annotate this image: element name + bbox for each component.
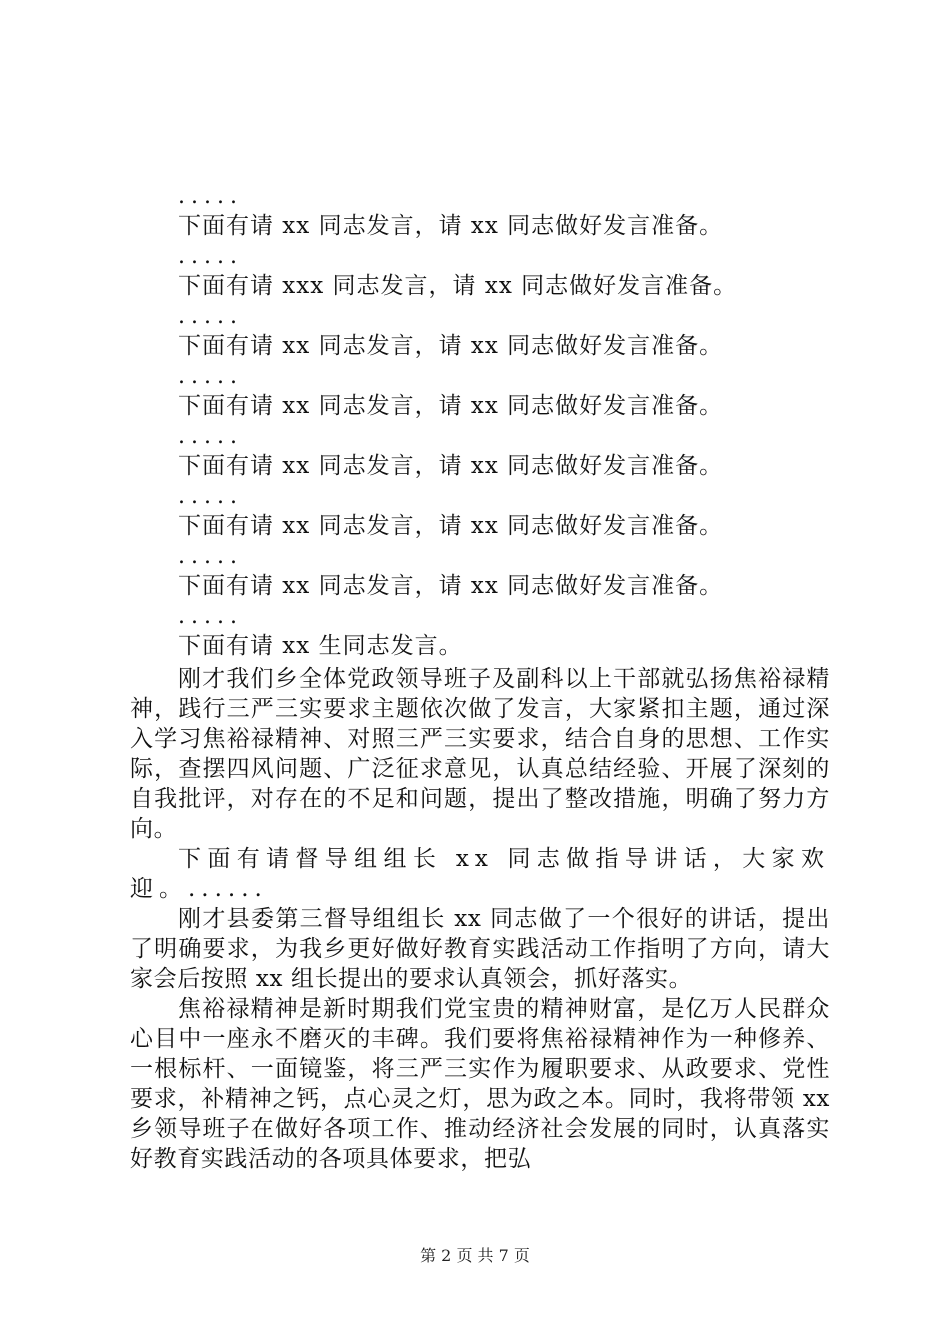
- speaker-line: 下面有请 xx 同志发言，请 xx 同志做好发言准备。: [178, 213, 724, 239]
- speaker-line: 下面有请 xx 同志发言，请 xx 同志做好发言准备。: [178, 573, 724, 599]
- speaker-line: 下面有请 xx 同志发言，请 xx 同志做好发言准备。: [178, 453, 724, 479]
- speaker-line: 下面有请 xx 生同志发言。: [178, 633, 463, 659]
- ellipsis-marker: .....: [178, 544, 243, 569]
- speaker-line: 下面有请 xx 同志发言，请 xx 同志做好发言准备。: [178, 333, 724, 359]
- page-footer: 第 2 页 共 7 页: [420, 1246, 530, 1265]
- ellipsis-marker: .....: [178, 304, 243, 329]
- paragraph-speech-remark: 刚才县委第三督导组组长 xx 同志做了一个很好的讲话，提出了明确要求，为我乡更好做好教育实践活动工作指明了方向，请大家会后按照 xx 组长提出的要求认真领会，抓好落实。: [130, 906, 830, 992]
- body-text: [130, 664, 830, 1174]
- paragraph-closing: 焦裕禄精神是新时期我们党宝贵的精神财富，是亿万人民群众心目中一座永不磨灭的丰碑。我们要将焦裕禄精神作为一种修养、一根标杆、一面镜鉴，将三严三实作为履职要求、从政要求、党性要求，补精神之钙，点心灵之灯，思为政之本。同时，我将带领 xx 乡领导班子在做好各项工作、推动经济社会发展的同时，认真落实好教育实践活动的各项具体要求，把弘: [130, 996, 830, 1172]
- ellipsis-marker: .....: [178, 244, 243, 269]
- ellipsis-marker: .....: [178, 184, 243, 209]
- speaker-list: [130, 186, 830, 666]
- ellipsis-marker: .....: [178, 604, 243, 629]
- speaker-line: 下面有请 xx 同志发言，请 xx 同志做好发言准备。: [178, 513, 724, 539]
- paragraph-invite-speech: 下面有请督导组组长 xx 同志做指导讲话，大家欢迎。......: [130, 846, 830, 902]
- ellipsis-marker: .....: [178, 484, 243, 509]
- ellipsis-marker: .....: [178, 364, 243, 389]
- speaker-line: 下面有请 xxx 同志发言，请 xx 同志做好发言准备。: [178, 273, 738, 299]
- paragraph-summary: 刚才我们乡全体党政领导班子及副科以上干部就弘扬焦裕禄精神，践行三严三实要求主题依次做了发言，大家紧扣主题，通过深入学习焦裕禄精神、对照三严三实要求，结合自身的思想、工作实际，查摆四风问题、广泛征求意见，认真总结经验、开展了深刻的自我批评，对存在的不足和问题，提出了整改措施，明确了努力方向。: [130, 666, 830, 842]
- speaker-line: 下面有请 xx 同志发言，请 xx 同志做好发言准备。: [178, 393, 724, 419]
- ellipsis-marker: .....: [178, 424, 243, 449]
